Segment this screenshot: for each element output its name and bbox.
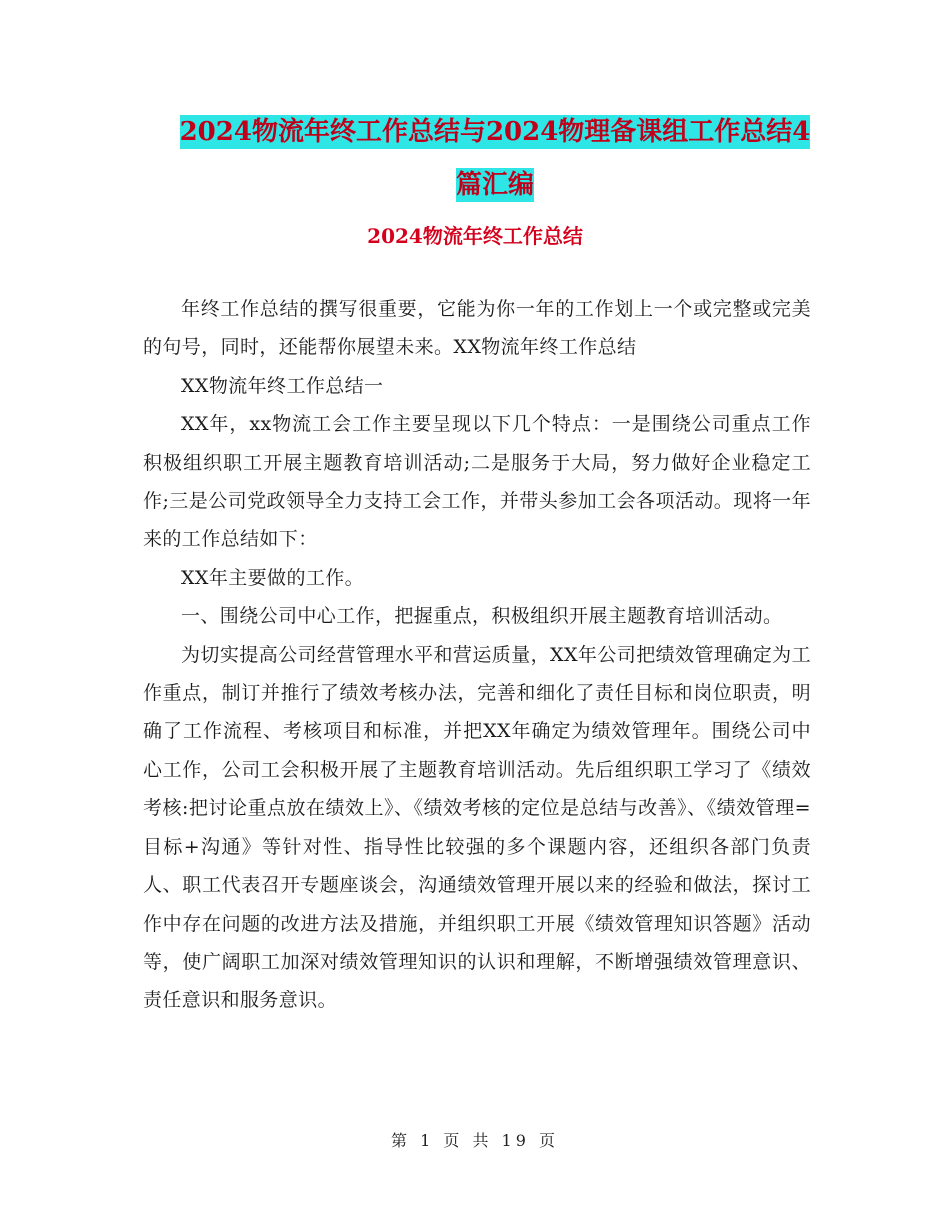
page-number-footer: 第 1 页 共 19 页 — [391, 1131, 559, 1150]
paragraph: XX物流年终工作总结一 — [181, 374, 384, 397]
section-heading: 2024物流年终工作总结 — [367, 224, 583, 248]
title-line-1: 2024物流年终工作总结与2024物理备课组工作总结4 — [179, 117, 811, 147]
document-title — [140, 106, 850, 212]
document-body — [143, 290, 811, 1020]
paragraph: 为切实提高公司经营管理水平和营运质量，XX年公司把绩效管理确定为工作重点，制订并推行了绩效考核办法，完善和细化了责任目标和岗位职责，明确了工作流程、考核项目和标准，并把XX年确定为绩效管理年。围绕公司中心工作，公司工会积极开展了主题教育培训活动。先后组织职工学习了《绩效考核:把讨论重点放在绩效上》、《绩效考核的定位是总结与改善》、《绩效管理=目标+沟通》等针对性、指导性比较强的多个课题内容，还组织各部门负责人、职工代表召开专题座谈会，沟通绩效管理开展以来的经验和做法，探讨工作中存在问题的改进方法及措施，并组织职工开展《绩效管理知识答题》活动等，使广阔职工加深对绩效管理知识的认识和理解，不断增强绩效管理意识、责任意识和服务意识。 — [143, 643, 811, 1012]
paragraph: 一、围绕公司中心工作，把握重点，积极组织开展主题教育培训活动。 — [181, 605, 783, 628]
paragraph: XX年主要做的工作。 — [181, 566, 365, 589]
paragraph: XX年，xx物流工会工作主要呈现以下几个特点：一是围绕公司重点工作积极组织职工开展主题教育培训活动;二是服务于大局，努力做好企业稳定工作;三是公司党政领导全力支持工会工作，并带头参加工会各项活动。现将一年来的工作总结如下： — [143, 413, 811, 551]
paragraph: 年终工作总结的撰写很重要，它能为你一年的工作划上一个或完整或完美的句号，同时，还能帮你展望未来。XX物流年终工作总结 — [143, 298, 811, 359]
title-line-2: 篇汇编 — [455, 170, 534, 200]
